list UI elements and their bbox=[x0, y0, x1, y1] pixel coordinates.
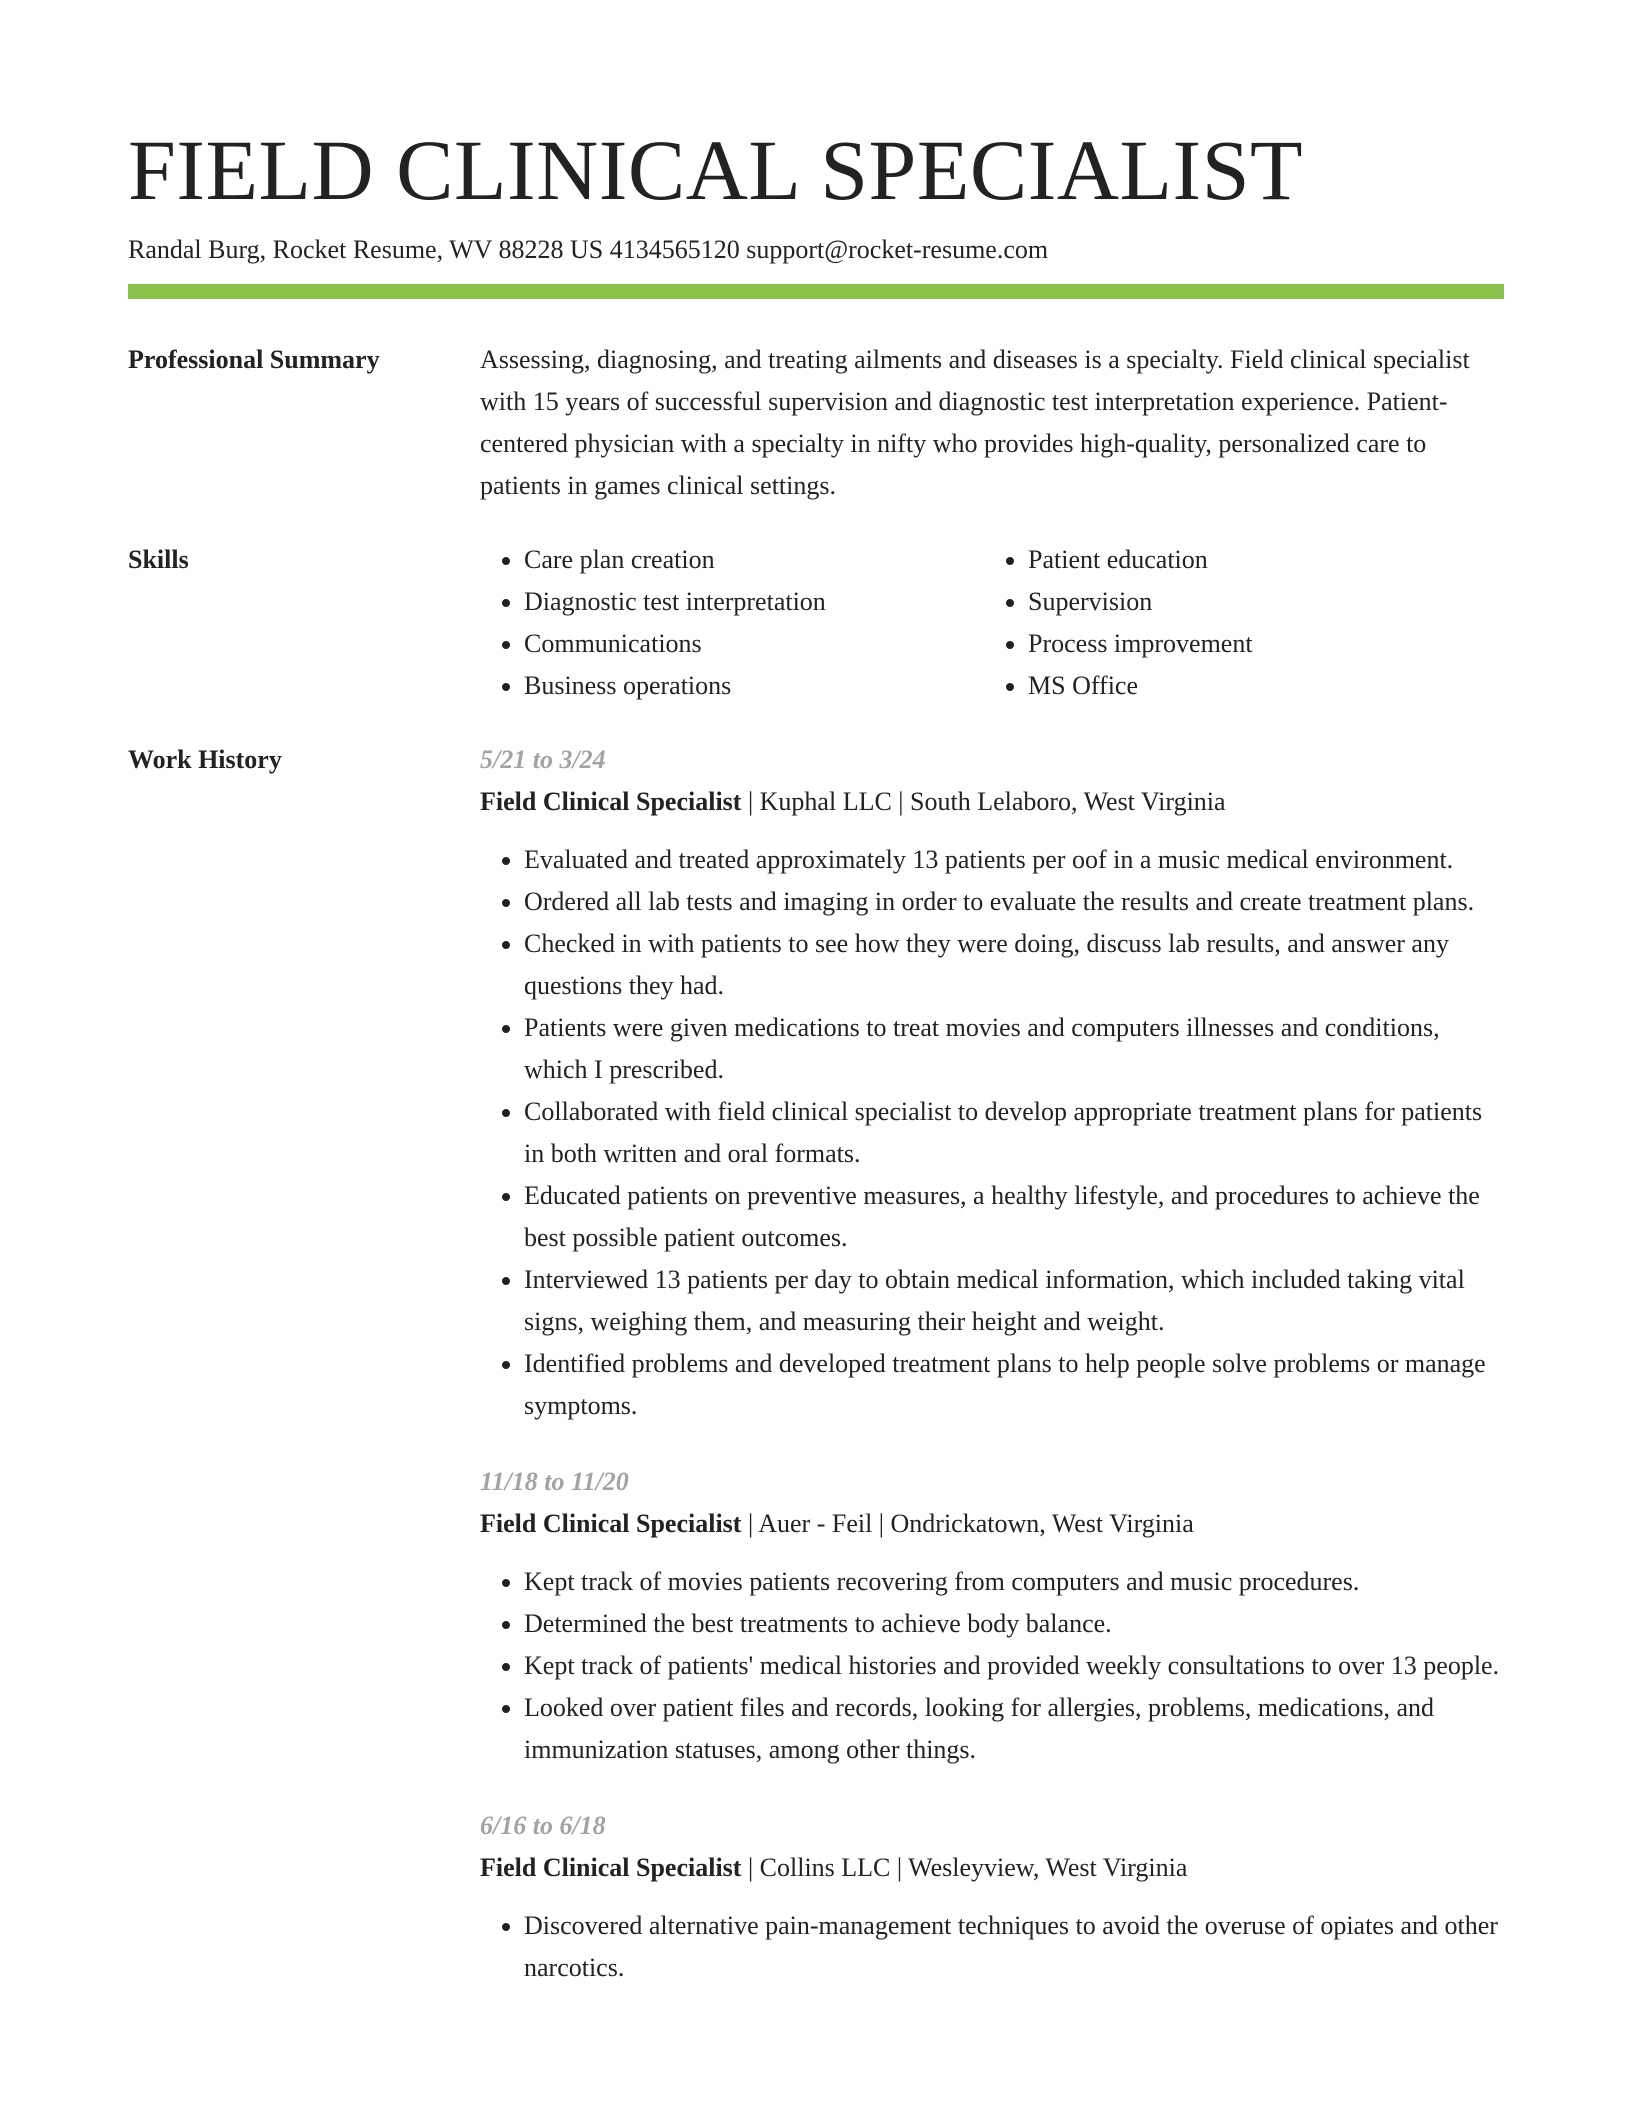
header-divider bbox=[128, 284, 1504, 299]
skills-list-left bbox=[480, 539, 984, 707]
skill-item: • MS Office bbox=[1028, 665, 1488, 707]
job-bullet: • Looked over patient files and records, looking for allergies, problems, medications, and immunization statuses, among other things. bbox=[524, 1687, 1504, 1771]
skill-item: • Communications bbox=[524, 623, 984, 665]
job-bullet: • Patients were given medications to treat movies and computers illnesses and conditions, which I prescribed. bbox=[524, 1007, 1504, 1091]
section-label-skills: Skills bbox=[128, 545, 189, 574]
job-entry bbox=[480, 1461, 1504, 1771]
job-bullet: • Educated patients on preventive measures, a healthy lifestyle, and procedures to achieve the best possible patient outcomes. bbox=[524, 1175, 1504, 1259]
skill-item: • Process improvement bbox=[1028, 623, 1488, 665]
job-bullet: • Identified problems and developed treatment plans to help people solve problems or manage symptoms. bbox=[524, 1343, 1504, 1427]
skill-item: • Business operations bbox=[524, 665, 984, 707]
skill-item: • Patient education bbox=[1028, 539, 1488, 581]
resume-title: FIELD CLINICAL SPECIALIST bbox=[128, 122, 1304, 218]
job-heading bbox=[480, 1847, 1504, 1889]
job-employer-location: | Kuphal LLC | South Lelaboro, West Virginia bbox=[741, 787, 1226, 816]
job-title: Field Clinical Specialist bbox=[480, 1853, 742, 1882]
job-bullet: • Collaborated with field clinical specialist to develop appropriate treatment plans for patients in both written and oral formats. bbox=[524, 1091, 1504, 1175]
job-dates: 6/16 to 6/18 bbox=[480, 1811, 606, 1840]
job-bullets bbox=[480, 1561, 1504, 1771]
job-bullet: • Kept track of patients' medical histories and provided weekly consultations to over 13 people. bbox=[524, 1645, 1504, 1687]
job-bullet: • Checked in with patients to see how they were doing, discuss lab results, and answer any questions they had. bbox=[524, 923, 1504, 1007]
job-title: Field Clinical Specialist bbox=[480, 787, 742, 816]
job-dates: 5/21 to 3/24 bbox=[480, 745, 606, 774]
work-history-section bbox=[128, 739, 1504, 2023]
job-heading bbox=[480, 781, 1504, 823]
job-bullet: • Ordered all lab tests and imaging in order to evaluate the results and create treatment plans. bbox=[524, 881, 1504, 923]
section-label-summary: Professional Summary bbox=[128, 345, 380, 374]
skill-item: • Diagnostic test interpretation bbox=[524, 581, 984, 623]
skills-section bbox=[128, 539, 1504, 707]
job-bullet: • Interviewed 13 patients per day to obtain medical information, which included taking vital signs, weighing them, and measuring their height and weight. bbox=[524, 1259, 1504, 1343]
contact-line: Randal Burg, Rocket Resume, WV 88228 US 4134565120 support@rocket-resume.com bbox=[128, 235, 1049, 264]
job-entry bbox=[480, 739, 1504, 1427]
job-bullet: • Determined the best treatments to achieve body balance. bbox=[524, 1603, 1504, 1645]
section-label-work: Work History bbox=[128, 745, 282, 774]
job-bullet: • Evaluated and treated approximately 13 patients per oof in a music medical environment. bbox=[524, 839, 1504, 881]
job-employer-location: | Collins LLC | Wesleyview, West Virginia bbox=[741, 1853, 1188, 1882]
job-employer-location: | Auer - Feil | Ondrickatown, West Virginia bbox=[741, 1509, 1194, 1538]
job-entry bbox=[480, 1805, 1504, 1989]
summary-text: Assessing, diagnosing, and treating ailments and diseases is a specialty. Field clinical specialist with 15 years of successful supervision and diagnostic test interpretation experience. Patient-centered physician with a specialty in nifty who provides high-quality, personalized care to patients in games clinical settings. bbox=[480, 345, 1470, 500]
job-bullets bbox=[480, 839, 1504, 1427]
skill-item: • Supervision bbox=[1028, 581, 1488, 623]
job-bullets bbox=[480, 1905, 1504, 1989]
resume-page bbox=[128, 118, 1504, 2023]
job-bullet: • Discovered alternative pain-management techniques to avoid the overuse of opiates and other narcotics. bbox=[524, 1905, 1504, 1989]
skill-item: • Care plan creation bbox=[524, 539, 984, 581]
job-title: Field Clinical Specialist bbox=[480, 1509, 742, 1538]
skills-list-right bbox=[984, 539, 1488, 707]
job-bullet: • Kept track of movies patients recovering from computers and music procedures. bbox=[524, 1561, 1504, 1603]
job-dates: 11/18 to 11/20 bbox=[480, 1467, 629, 1496]
professional-summary-section bbox=[128, 339, 1504, 507]
job-heading bbox=[480, 1503, 1504, 1545]
